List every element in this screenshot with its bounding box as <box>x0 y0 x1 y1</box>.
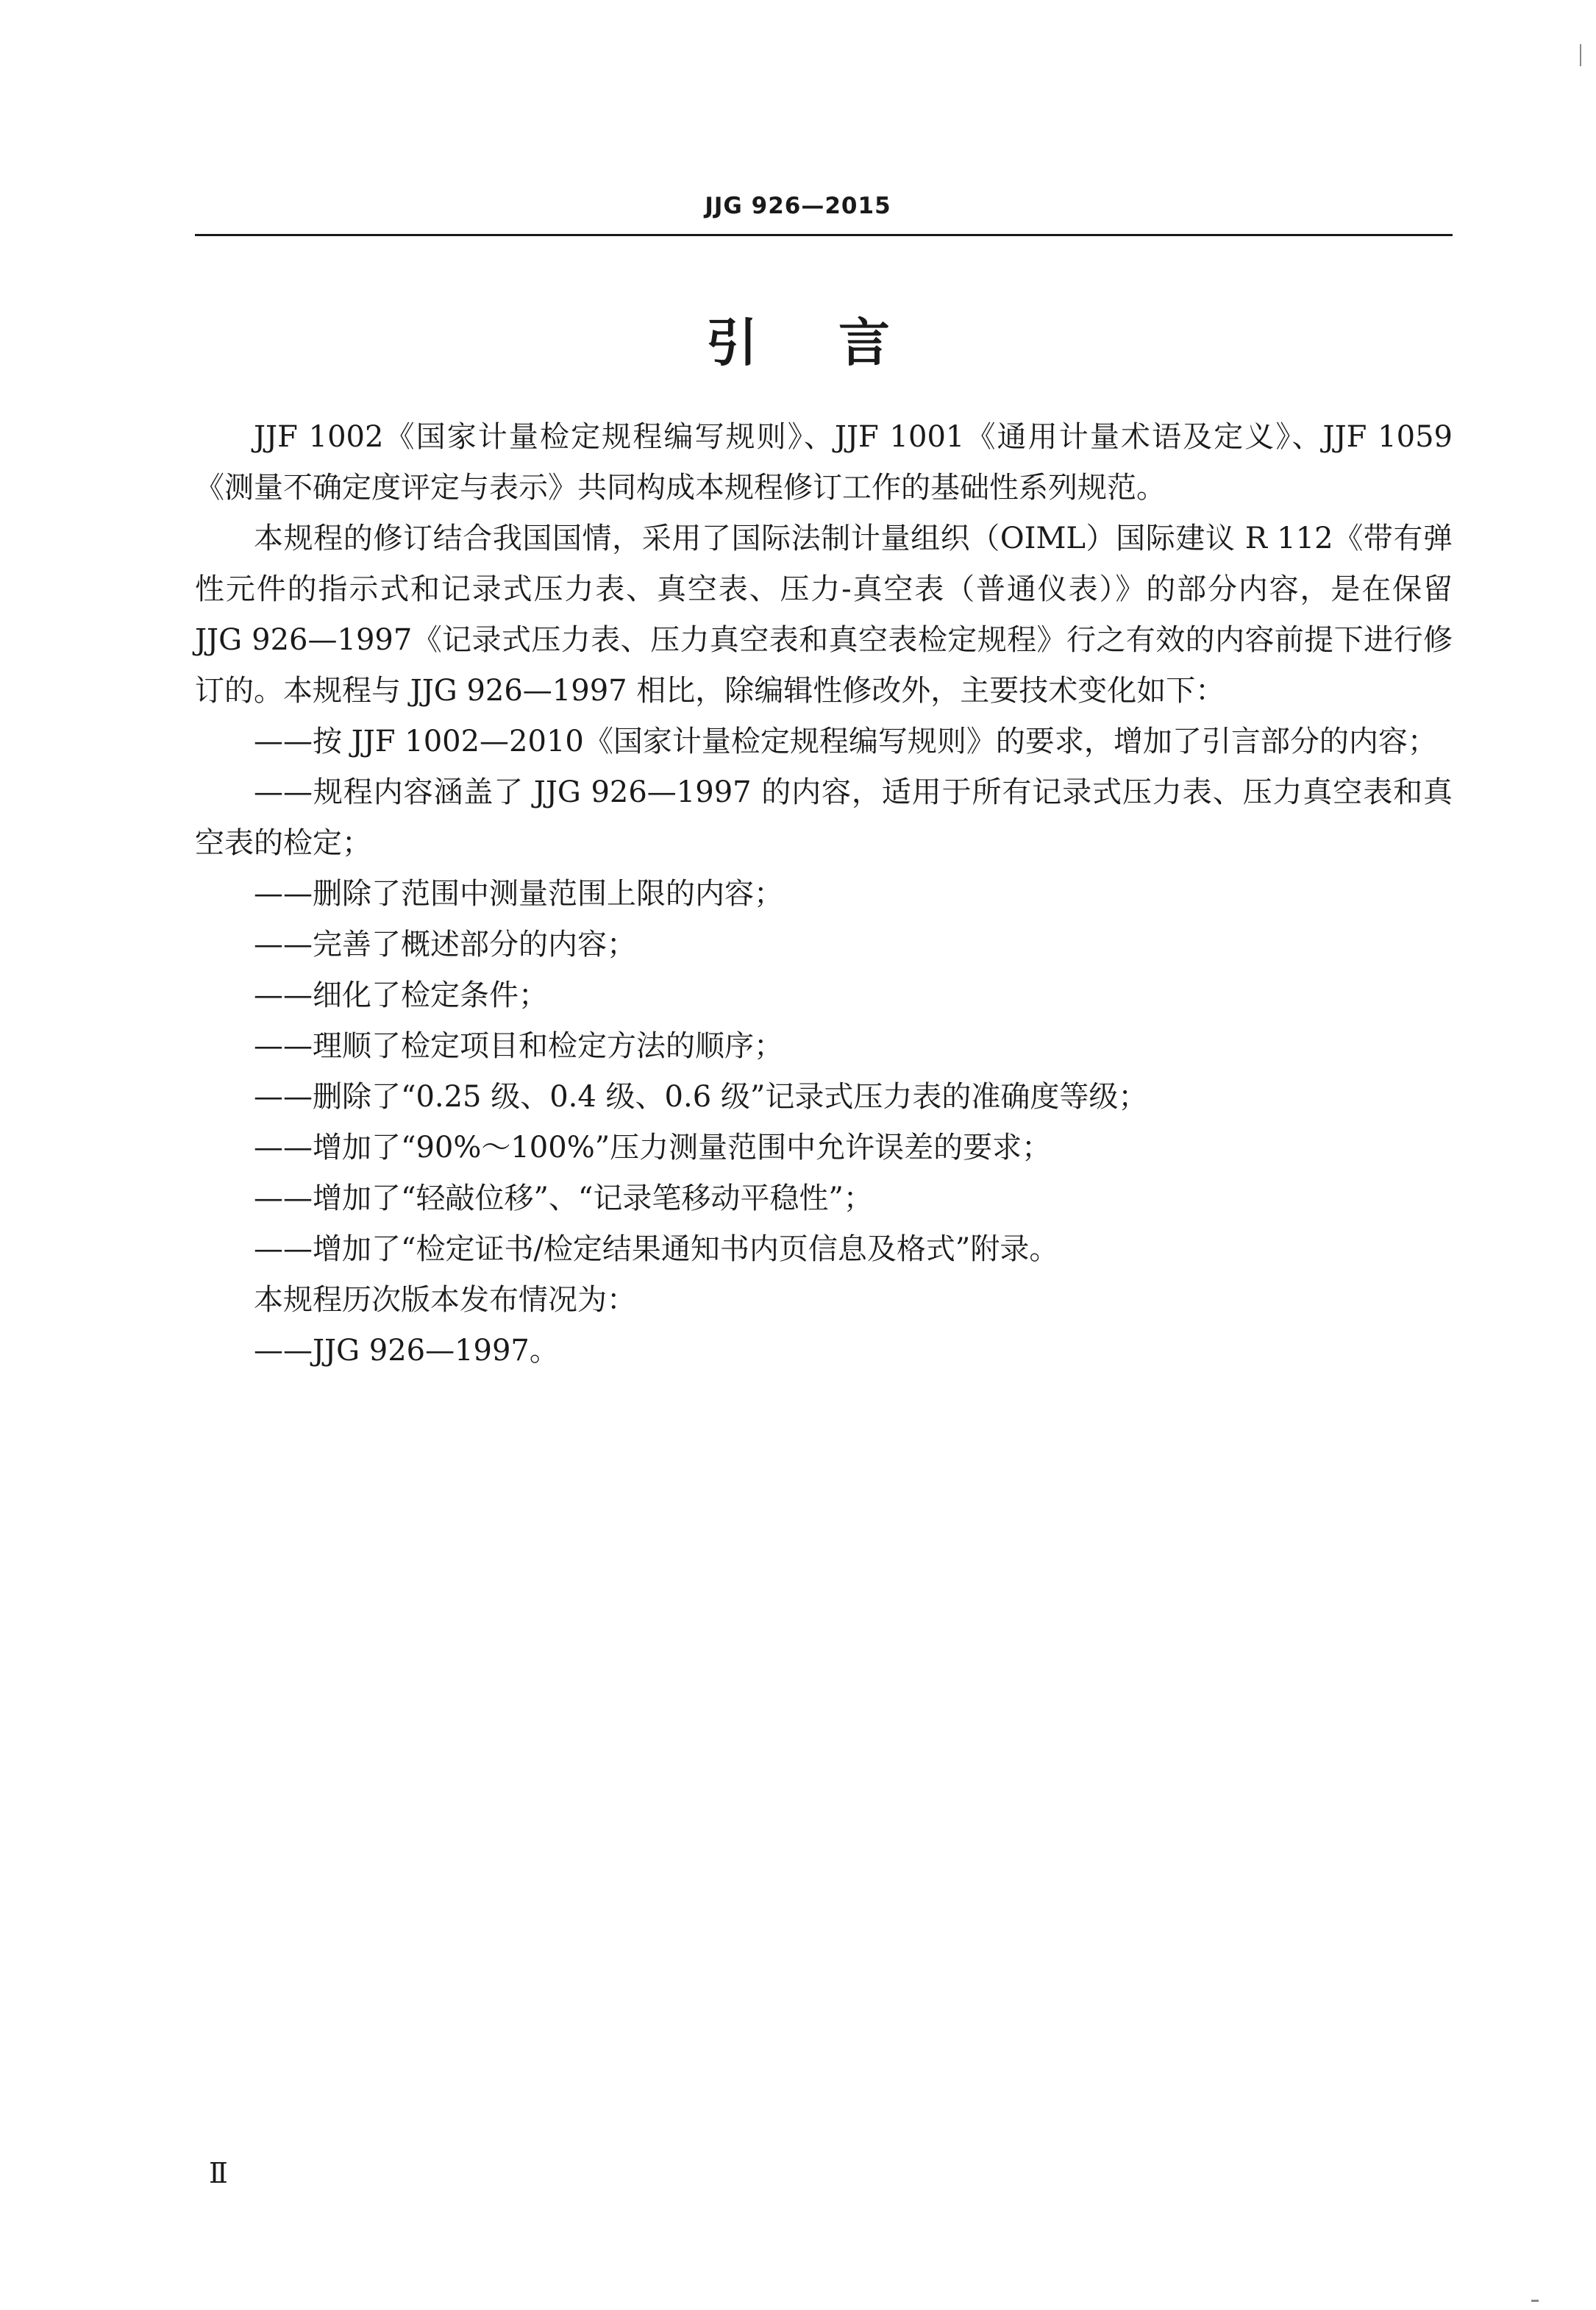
scan-mark <box>1580 44 1581 66</box>
list-item: ——增加了“90%～100%”压力测量范围中允许误差的要求； <box>254 1131 1052 1165</box>
list-item: ——完善了概述部分的内容； <box>254 928 636 962</box>
standard-code-header: JJG 926—2015 <box>705 193 891 219</box>
scan-mark <box>1531 2300 1539 2302</box>
body-text <box>195 412 1453 1376</box>
list-item: ——按 JJF 1002—2010《国家计量检定规程编写规则》的要求，增加了引言部分的内容； <box>254 725 1437 758</box>
page-title: 引言 <box>706 313 971 373</box>
list-item: ——规程内容涵盖了 JJG 926—1997 的内容，适用于所有记录式压力表、压力真空表和真空表的检定； <box>195 775 1453 860</box>
paragraph: 本规程的修订结合我国国情，采用了国际法制计量组织（OIML）国际建议 R 112《带有弹性元件的指示式和记录式压力表、真空表、压力-真空表（普通仪表）》的部分内容，是在保留 JJG 926—1997《记录式压力表、压力真空表和真空表检定规程》行之有效的内容前提下进行修订的。本规程与 JJG 926—1997 相比，除编辑性修改外，主要技术变化如下： <box>195 522 1453 708</box>
page-number: Ⅱ <box>209 2157 228 2189</box>
paragraph: JJF 1002《国家计量检定规程编写规则》、JJF 1001《通用计量术语及定义》、JJF 1059《测量不确定度评定与表示》共同构成本规程修订工作的基础性系列规范。 <box>195 420 1453 505</box>
list-item: ——删除了“0.25 级、0.4 级、0.6 级”记录式压力表的准确度等级； <box>254 1080 1148 1114</box>
list-item: ——理顺了检定项目和检定方法的顺序； <box>254 1029 783 1063</box>
header-rule <box>195 234 1453 236</box>
list-item: ——JJG 926—1997。 <box>254 1334 559 1368</box>
list-item: ——删除了范围中测量范围上限的内容； <box>254 877 783 911</box>
paragraph: 本规程历次版本发布情况为： <box>254 1283 636 1317</box>
list-item: ——增加了“轻敲位移”、“记录笔移动平稳性”； <box>254 1181 873 1215</box>
list-item: ——增加了“检定证书/检定结果通知书内页信息及格式”附录。 <box>254 1232 1059 1266</box>
list-item: ——细化了检定条件； <box>254 978 548 1012</box>
